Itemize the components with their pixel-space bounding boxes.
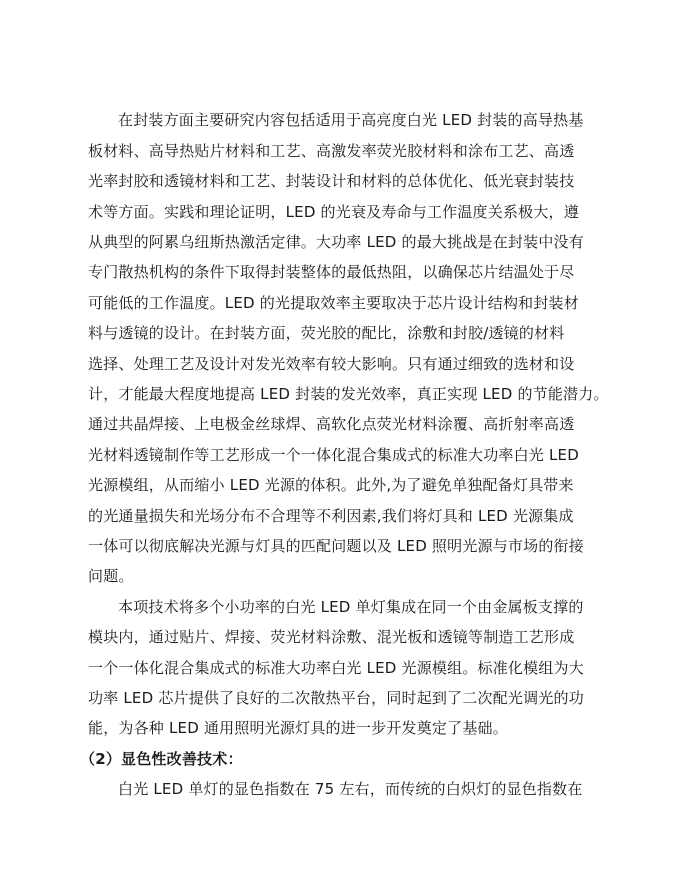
paragraph-2-line-5: 能，为各种 LED 通用照明光源灯具的进一步开发奠定了基础。 [88, 719, 508, 737]
paragraph-2-line-3: 一个一体化混合集成式的标准大功率白光 LED 光源模组。标准化模组为大 [88, 659, 584, 677]
paragraph-2-line-1: 本项技术将多个小功率的白光 LED 单灯集成在同一个由金属板支撑的 [118, 598, 584, 616]
paragraph-1-line-16: 问题。 [88, 567, 134, 585]
paragraph-1-line-2: 板材料、高导热贴片材料和工艺、高激发率荧光胶材料和涂布工艺、高透 [88, 142, 575, 160]
paragraph-1-line-13: 光源模组，从而缩小 LED 光源的体积。此外,为了避免单独配备灯具带来 [88, 476, 574, 494]
paragraph-2-line-4: 功率 LED 芯片提供了良好的二次散热平台，同时起到了二次配光调光的功 [88, 689, 584, 707]
paragraph-1-line-7: 可能低的工作温度。LED 的光提取效率主要取决于芯片设计结构和封装材 [88, 294, 579, 312]
paragraph-1-line-11: 通过共晶焊接、上电极金丝球焊、高软化点荧光材料涂覆、高折射率高透 [88, 415, 575, 433]
paragraph-1-line-8: 料与透镜的设计。在封装方面，荧光胶的配比，涂敷和封胶/透镜的材料 [88, 324, 565, 342]
paragraph-1-line-1: 在封装方面主要研究内容包括适用于高亮度白光 LED 封装的高导热基 [118, 111, 584, 129]
paragraph-2-line-2: 模块内，通过贴片、焊接、荧光材料涂敷、混光板和透镜等制造工艺形成 [88, 628, 575, 646]
paragraph-1-line-12: 光材料透镜制作等工艺形成一个一体化混合集成式的标准大功率白光 LED [88, 446, 579, 464]
paragraph-1-line-4: 术等方面。实践和理论证明，LED 的光衰及寿命与工作温度关系极大，遵 [88, 203, 579, 221]
paragraph-1-line-15: 一体可以彻底解决光源与灯具的匹配问题以及 LED 照明光源与市场的衔接 [88, 537, 584, 555]
paragraph-1-line-6: 专门散热机构的条件下取得封装整体的最低热阻，以确保芯片结温处于尽 [88, 263, 575, 281]
paragraph-3-line-1: 白光 LED 单灯的显色指数在 75 左右，而传统的白炽灯的显色指数在 [118, 780, 583, 798]
paragraph-1-line-10: 计，才能最大程度地提高 LED 封装的发光效率，真正实现 LED 的节能潜力。 [88, 385, 609, 403]
paragraph-1-line-3: 光率封胶和透镜材料和工艺、封装设计和材料的总体优化、低光衰封装技 [88, 172, 575, 190]
paragraph-1-line-9: 选择、处理工艺及设计对发光效率有较大影响。只有通过细致的选材和设 [88, 355, 575, 373]
paragraph-1-line-14: 的光通量损失和光场分布不合理等不利因素,我们将灯具和 LED 光源集成 [88, 507, 574, 525]
section-heading: （2）显色性改善技术： [80, 750, 243, 768]
paragraph-1-line-5: 从典型的阿累乌纽斯热激活定律。大功率 LED 的最大挑战是在封装中没有 [88, 233, 584, 251]
